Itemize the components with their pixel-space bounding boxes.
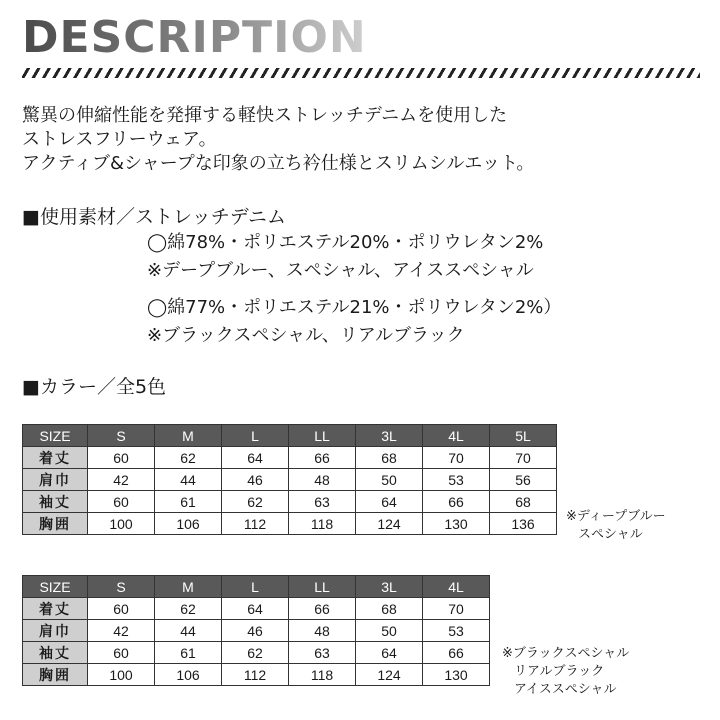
measurement-value: 130 [423, 513, 490, 535]
note-line: ※ディープブルー [566, 509, 666, 524]
measurement-value: 106 [155, 664, 222, 686]
measurement-value: 112 [222, 664, 289, 686]
measurement-value: 68 [356, 447, 423, 469]
color-title: ■カラー／全5色 [22, 376, 167, 398]
material-group-2 [147, 294, 561, 350]
measurement-value: 64 [356, 642, 423, 664]
size-column-header: 3L [356, 425, 423, 447]
composition-text: ◯綿77%・ポリエステル21%・ポリウレタン2%） [147, 297, 562, 318]
measurement-value: 50 [356, 620, 423, 642]
size-column-header: 5L [490, 425, 557, 447]
measurement-value: 60 [88, 642, 155, 664]
measurement-value: 64 [222, 447, 289, 469]
measurement-label: 着丈 [23, 447, 88, 469]
intro-line: 驚異の伸縮性能を発揮する軽快ストレッチデニムを使用した [22, 105, 508, 126]
measurement-value: 44 [155, 469, 222, 491]
size-header-row [23, 425, 557, 447]
size-column-header: L [222, 425, 289, 447]
composition-text: ◯綿78%・ポリエステル20%・ポリウレタン2% [147, 232, 544, 253]
measurement-value: 124 [356, 513, 423, 535]
measurement-value: 60 [88, 491, 155, 513]
measurement-value: 42 [88, 620, 155, 642]
measurement-value: 48 [289, 469, 356, 491]
note-line: ※ブラックスペシャル [502, 646, 630, 661]
size-table-1-note [566, 508, 666, 544]
material-title: ■使用素材／ストレッチデニム [22, 206, 287, 228]
measurement-label: 胸囲 [23, 513, 88, 535]
measurement-label: 着丈 [23, 598, 88, 620]
measurement-label: 肩巾 [23, 620, 88, 642]
measurement-value: 60 [88, 598, 155, 620]
measurement-value: 68 [490, 491, 557, 513]
measurement-value: 53 [423, 620, 490, 642]
measurement-label: 袖丈 [23, 642, 88, 664]
measurement-row [23, 664, 490, 686]
size-column-header: 4L [423, 425, 490, 447]
size-table-1 [22, 424, 557, 535]
measurement-value: 118 [289, 513, 356, 535]
measurement-value: 64 [222, 598, 289, 620]
size-column-header: 4L [423, 576, 490, 598]
measurement-value: 136 [490, 513, 557, 535]
note-line: リアルブラック [514, 664, 605, 679]
measurement-value: 66 [289, 447, 356, 469]
size-column-header: LL [289, 576, 356, 598]
measurement-value: 106 [155, 513, 222, 535]
size-column-header: 3L [356, 576, 423, 598]
size-table-2-note [502, 645, 629, 699]
size-column-header: L [222, 576, 289, 598]
description-heading: DESCRIPTION [22, 12, 367, 63]
intro-line: ストレスフリーウェア。 [22, 129, 217, 150]
size-corner-label: SIZE [23, 425, 88, 447]
color-list-text: ※ブラックスペシャル、リアルブラック [147, 325, 465, 346]
measurement-value: 61 [155, 642, 222, 664]
measurement-value: 46 [222, 469, 289, 491]
measurement-row [23, 469, 557, 491]
measurement-value: 118 [289, 664, 356, 686]
measurement-value: 68 [356, 598, 423, 620]
measurement-value: 48 [289, 620, 356, 642]
measurement-value: 100 [88, 664, 155, 686]
size-column-header: LL [289, 425, 356, 447]
measurement-label: 肩巾 [23, 469, 88, 491]
size-column-header: M [155, 425, 222, 447]
measurement-row [23, 642, 490, 664]
measurement-value: 124 [356, 664, 423, 686]
color-list-text: ※デープブルー、スペシャル、アイススペシャル [147, 260, 534, 281]
measurement-label: 袖丈 [23, 491, 88, 513]
measurement-value: 63 [289, 642, 356, 664]
material-group-1 [147, 229, 543, 285]
measurement-value: 66 [289, 598, 356, 620]
measurement-value: 50 [356, 469, 423, 491]
measurement-row [23, 491, 557, 513]
measurement-value: 62 [155, 447, 222, 469]
diagonal-stripe-divider [22, 68, 700, 78]
intro-line: アクティブ&シャープな印象の立ち衿仕様とスリムシルエット。 [22, 153, 535, 174]
size-table-2 [22, 575, 490, 686]
measurement-value: 64 [356, 491, 423, 513]
size-column-header: S [88, 576, 155, 598]
measurement-row [23, 447, 557, 469]
measurement-value: 56 [490, 469, 557, 491]
measurement-label: 胸囲 [23, 664, 88, 686]
measurement-value: 60 [88, 447, 155, 469]
size-header-row [23, 576, 490, 598]
measurement-value: 63 [289, 491, 356, 513]
measurement-row [23, 620, 490, 642]
measurement-value: 42 [88, 469, 155, 491]
measurement-value: 112 [222, 513, 289, 535]
note-line: アイススペシャル [514, 682, 617, 697]
measurement-value: 62 [222, 491, 289, 513]
measurement-value: 130 [423, 664, 490, 686]
measurement-value: 70 [423, 447, 490, 469]
measurement-row [23, 598, 490, 620]
intro-text [22, 104, 534, 176]
size-column-header: S [88, 425, 155, 447]
size-column-header: M [155, 576, 222, 598]
measurement-value: 44 [155, 620, 222, 642]
measurement-value: 62 [155, 598, 222, 620]
measurement-value: 66 [423, 491, 490, 513]
measurement-row [23, 513, 557, 535]
note-line: スペシャル [578, 527, 643, 542]
measurement-value: 66 [423, 642, 490, 664]
measurement-value: 100 [88, 513, 155, 535]
measurement-value: 70 [423, 598, 490, 620]
measurement-value: 70 [490, 447, 557, 469]
measurement-value: 53 [423, 469, 490, 491]
size-corner-label: SIZE [23, 576, 88, 598]
measurement-value: 62 [222, 642, 289, 664]
measurement-value: 46 [222, 620, 289, 642]
measurement-value: 61 [155, 491, 222, 513]
